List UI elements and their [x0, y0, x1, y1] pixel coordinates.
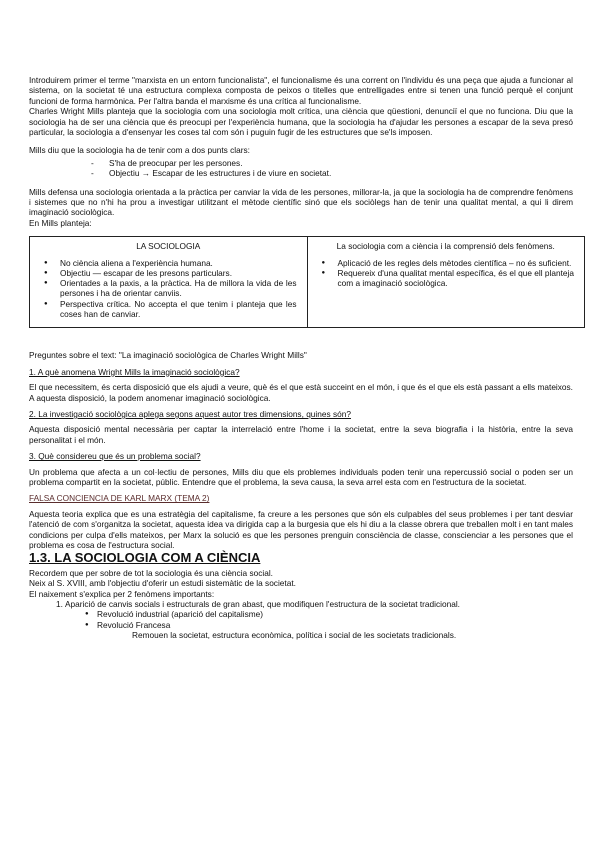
- table-cell-right: [307, 237, 585, 328]
- list-number: 1.: [56, 599, 63, 610]
- list-item: ● Aplicació de les regles dels mètodes científica – no és suficient.: [318, 258, 575, 268]
- sub-item-1: ● Revolució industrial (aparició del capitalisme): [29, 609, 573, 619]
- list-item: [29, 599, 573, 609]
- question-1: 1. A què anomena Wright Mills la imaginació sociològica?: [29, 366, 240, 377]
- list-item: - S'ha de preocupar per les persones.: [29, 158, 573, 168]
- intro-paragraph: Introduirem primer el terme "marxista en un entorn funcionalista", el funcionalisme és una corrent on l'individu és una peça que ajuda a funcionar al sistema, on la societat té una estructura complexa composta de peixos o titelles que entrelligades entre si tenen una funció perquè el conjunt funcioni de forma harmònica. Per l'altra banda el marxisme és una crítica al funcionalisme.: [29, 75, 573, 106]
- list-item: ● Orientades a la paxis, a la pràctica. Ha de millora la vida de les persones i ha de orientar canviis.: [40, 278, 297, 299]
- section-line-3: El naixement s'explica per 2 fenòmens importants:: [29, 588, 215, 599]
- question-3: 3. Què considereu que és un problema social?: [29, 451, 201, 462]
- table-right-header: La sociologia com a ciència i la comprensió dels fenòmens.: [336, 241, 555, 252]
- question-2: 2. La investigació sociològica aplega segons aquest autor tres dimensions, quines són?: [29, 408, 351, 419]
- table-cell-left: [30, 237, 308, 328]
- answer-1: El que necessitem, és certa disposició que els ajudi a veure, què és el que està succeint en el món, i que és el que els està passant a ells mateixos. A aquesta disposició, la podem anomenar imaginació sociològica.: [29, 382, 573, 403]
- table-left-list: [40, 258, 297, 320]
- list-item: ● Requereix d'una qualitat mental específica, és el que ell planteja com a imaginació sociològica.: [318, 268, 575, 289]
- list-item: - Objectiu → Escapar de les estructures i de viure en societat.: [29, 168, 573, 178]
- questions-title: Preguntes sobre el text: "La imaginació sociològica de Charles Wright Mills": [29, 350, 307, 361]
- two-points-intro: Mills diu que la sociologia ha de tenir com a dos punts clars:: [29, 145, 250, 156]
- marx-heading: FALSA CONCIENCIA DE KARL MARX (TEMA 2): [29, 493, 210, 504]
- marx-paragraph: Aquesta teoria explica que es una estratègia del capitalisme, fa creure a les persones que són els culpables del seus problemes i per tant desviar l'atenció de com s'organitza la societat, aquesta idea va dirigida cap a la burgesia que els hi diu a la classe obrera que treballen molt i en tant males condicions per culpa d'ells mateixos, per Marx la solució es que les persones prenguin consciència de classe, conscienciar a les persones que el problema es cosa de l'estructura social.: [29, 508, 573, 551]
- table-left-header: LA SOCIOLOGIA: [136, 241, 201, 252]
- list-item: ● No ciència aliena a l'experiència humana.: [40, 258, 297, 268]
- defense-paragraph: Mills defensa una sociologia orientada a la pràctica per canviar la vida de les persones, millorar-la, ja que la sociologia ha de comprendre fenòmens i sistemes que no n'hi ha prou a investigar utilitzant el mètode científic sinó que els sociòlegs han de tenir una qualitat mental, a qui li direm imaginació sociològica.: [29, 186, 573, 218]
- planteja-line: En Mills planteja:: [29, 217, 92, 228]
- two-points-list: [29, 158, 573, 179]
- answer-2: Aquesta disposició mental necessària per captar la interrelació entre l'home i la societat, entre la seva biografia i la història, entre la seva personalitat i el món.: [29, 424, 573, 445]
- sub-sub-line: Remouen la societat, estructura econòmica, política i social de les societats tradicionals.: [132, 630, 457, 641]
- list-item: ● Objectiu — escapar de les presons particulars.: [40, 268, 297, 278]
- list-item-text: Aparició de canvis socials i estructurals de gran abast, que modifiquen l'estructura de la societat tradicional.: [65, 599, 460, 610]
- section-line-1: Recordem que per sobre de tot la sociologia és una ciència social.: [29, 567, 273, 578]
- section-line-2: Neix al S. XVIII, amb l'objectiu d'oferir un estudi sistemàtic de la societat.: [29, 578, 296, 589]
- numbered-list: [29, 599, 573, 609]
- sub-item-2: ● Revolució Francesa: [29, 620, 573, 630]
- mills-paragraph: Charles Wright Mills planteja que la sociologia com una sociologia molt crítica, una ciència que qüestioni, denunciï el que no funciona. Diu que la sociologia ha de ser una ciència que és preocupi per l'experiència humana, que la sociologia ha d'ajudar les persones a escapar de la seva presó particular, la sociologia a d'ensenyar les coses tal com són i puguin fugir de les estructures que se'ls imposen.: [29, 106, 573, 138]
- section-title: 1.3. LA SOCIOLOGIA COM A CIÈNCIA: [29, 550, 261, 566]
- answer-3: Un problema que afecta a un col·lectiu de persones, Mills diu que els problemes individuals poden tenir una repercussió social o poden ser un problema compartit en la societat, públic. Entendre que el problema, la seva causa, la seva arrel esta com en l'estructura de la societat.: [29, 466, 573, 488]
- document-page: [29, 75, 573, 641]
- comparison-table: [29, 236, 585, 328]
- table-right-list: [318, 258, 575, 289]
- list-item: ● Perspectiva crítica. No accepta el que tenim i planteja que les coses han de canviar.: [40, 299, 297, 320]
